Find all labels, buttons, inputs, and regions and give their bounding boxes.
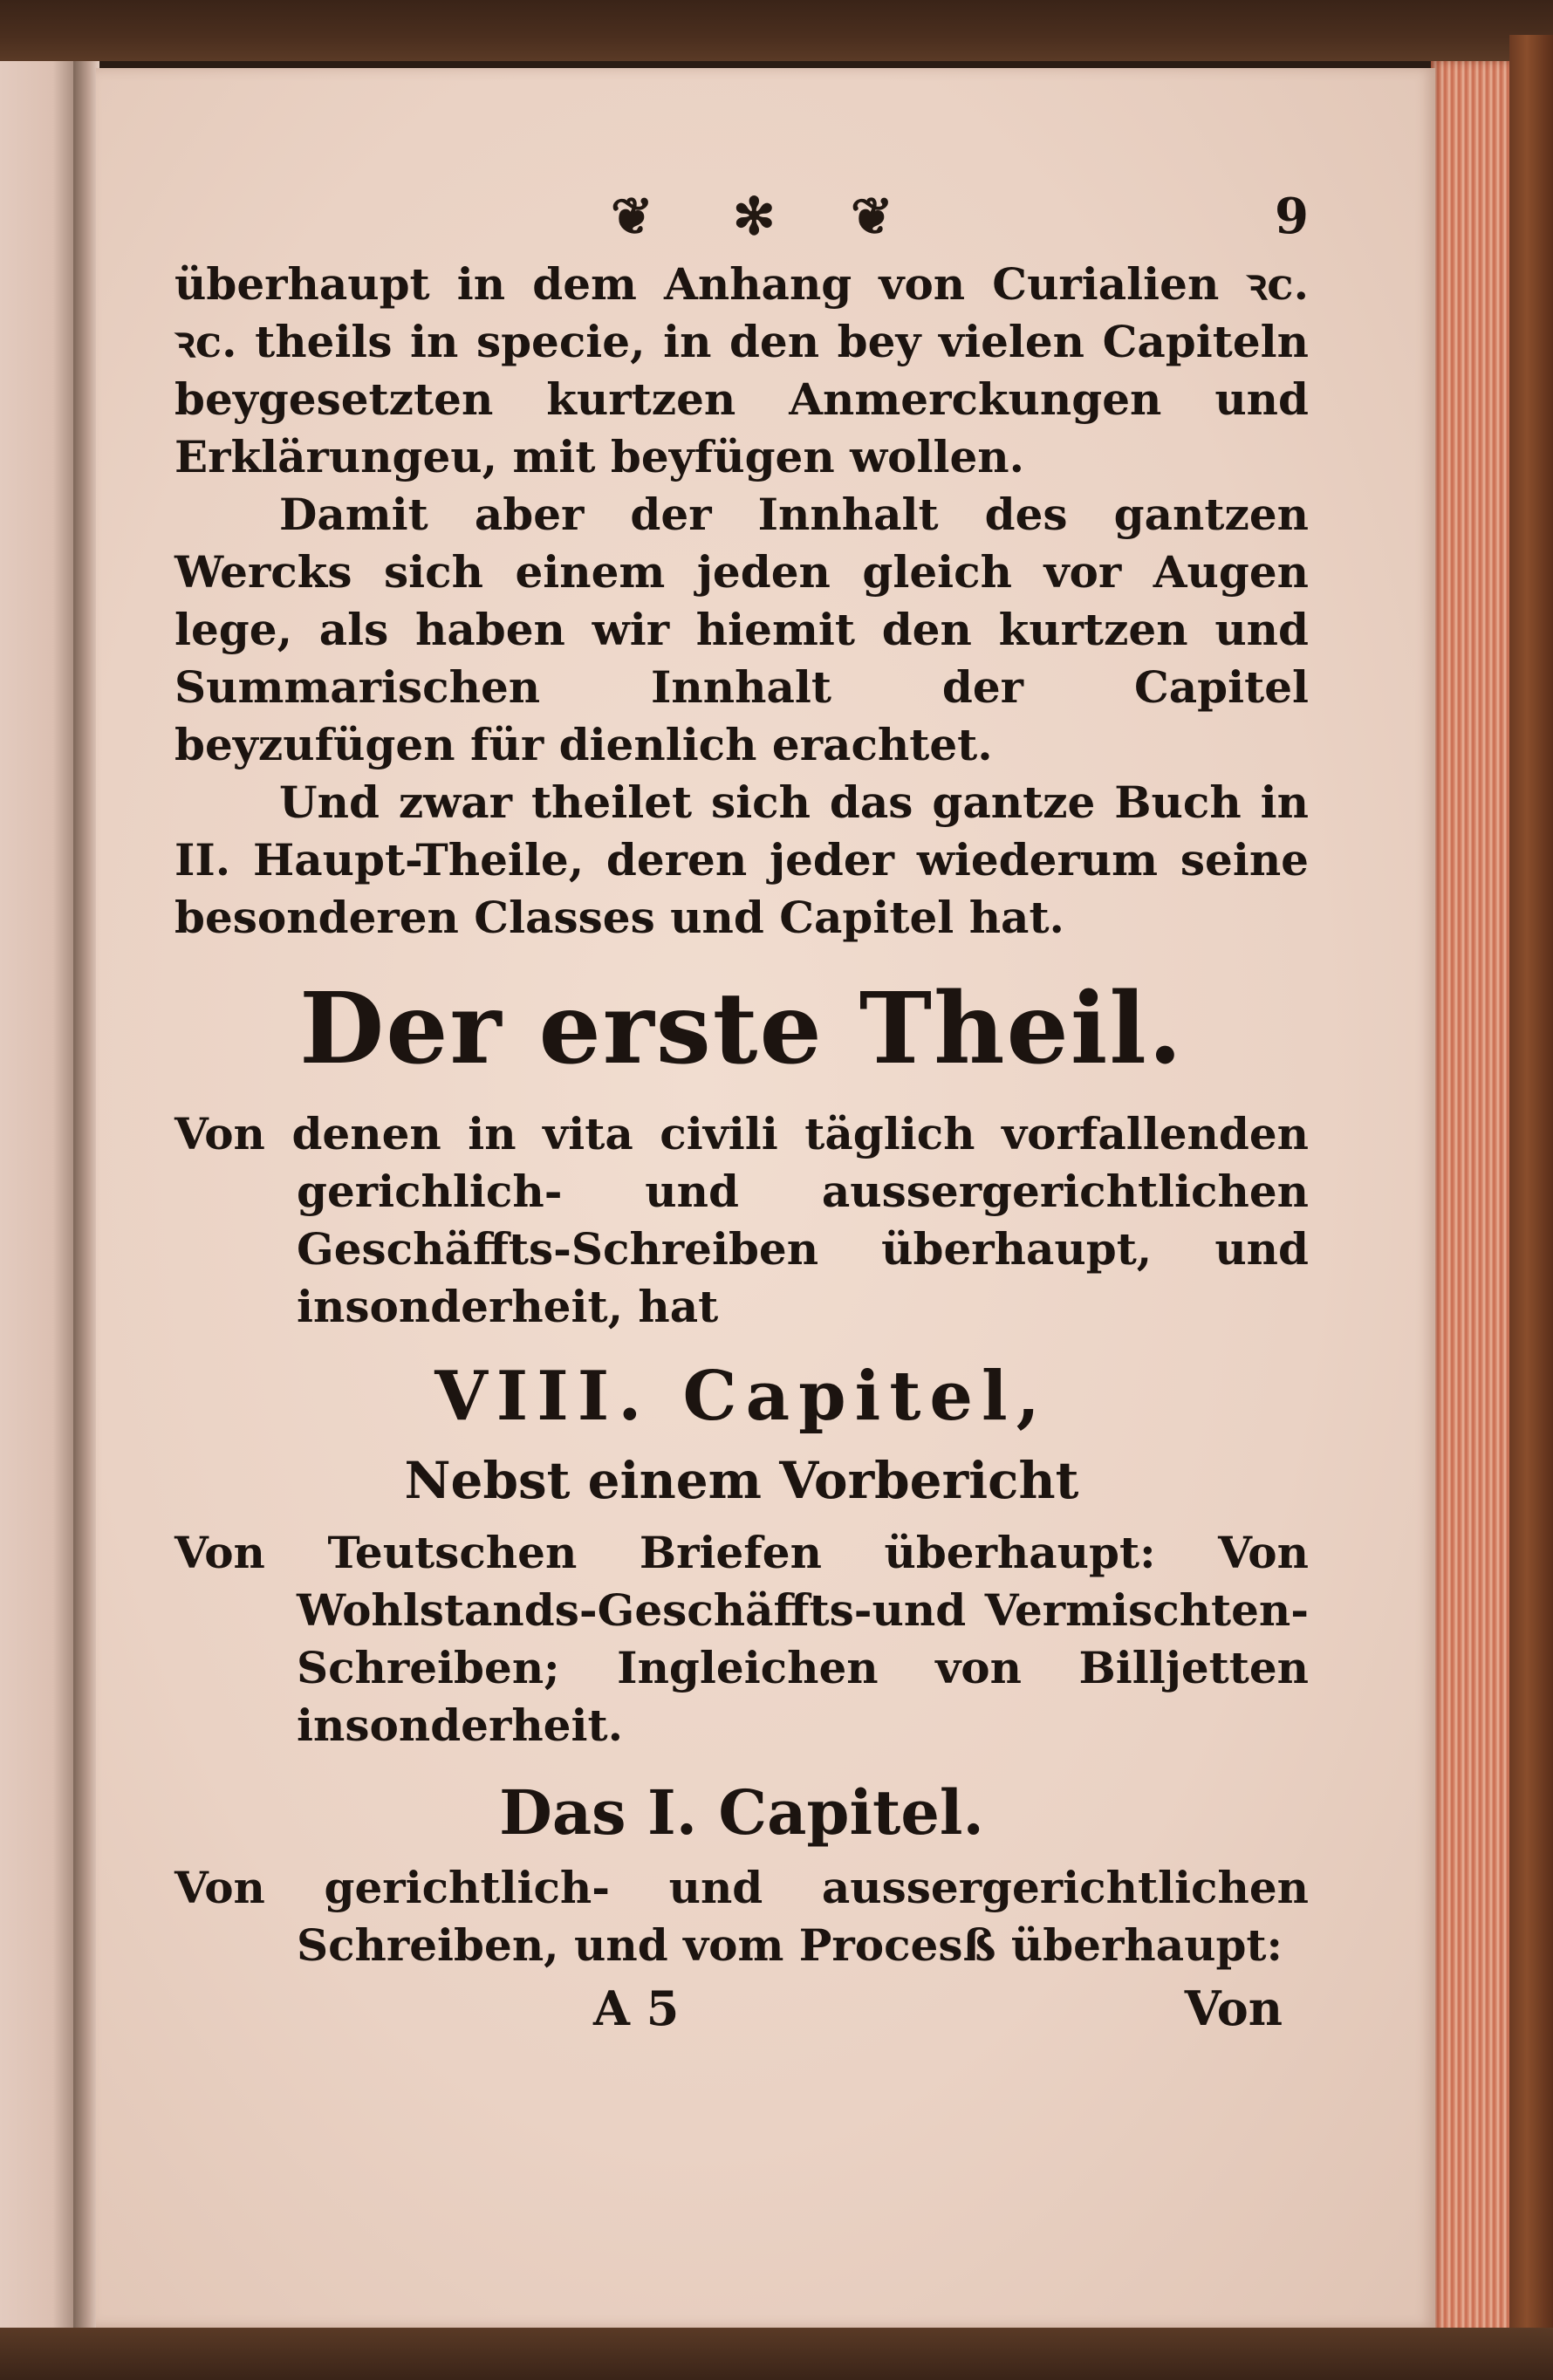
paragraph: Damit aber der Innhalt des gantzen Wercks sich einem jeden gleich vor Augen lege, als haben wir hiemit den kurtzen und Summarischen Innhalt der Capitel beyzufügen für dienlich erachtet. [174,489,1309,770]
capitel-count: VIII. Capitel, [434,1357,1049,1436]
cover-right-edge [1509,35,1553,2380]
flower-ornament-icon: ✻ [733,187,776,246]
intro-paragraph: überhaupt in dem Anhang von Curialien ꝛc. ꝛc. theils in specie, in den bey vielen Capiteln beygesetzten kurtzen Anmerckungen und Erklärungeu, mit beyfügen wollen. [174,258,1309,482]
cover-top-edge [0,0,1553,61]
book-page [96,68,1435,2328]
shell-ornament-icon: ❦ [851,187,893,246]
part-description: Von denen in vita civili täglich vorfallenden gerichlich- und aussergerichtlichen Geschäffts-Schreiben überhaupt, und insonderheit, hat [174,1108,1309,1332]
page-text-block [174,186,1309,2048]
preface-description: Von Teutschen Briefen überhaupt: Von Wohlstands-Geschäffts-und Vermischten-Schreiben; Ingleichen von Billjetten insonderheit. [174,1527,1309,1751]
paragraph: Und zwar theilet sich das gantze Buch in II. Haupt-Theile, deren jeder wiederum seine besonderen Classes und Capitel hat. [174,776,1309,943]
page-number: 9 [1275,188,1309,245]
chapter-description: Von gerichtlich- und aussergerichtlichen Schreiben, und vom Procesß überhaupt: [174,1862,1309,1971]
page-fore-edge [1431,61,1511,2338]
facing-page-edge [0,61,77,2329]
catchword: Von [1184,1980,1283,2036]
chapter-heading: Das I. Capitel. [499,1776,984,1849]
shell-ornament-icon: ❦ [611,187,653,246]
cover-bottom-edge [0,2328,1553,2380]
page-footer [174,1978,1309,2048]
part-heading: Der erste Theil. [299,972,1184,1086]
running-head [174,186,1309,256]
preface-line: Nebst einem Vorbericht [404,1451,1079,1510]
signature-mark: A 5 [593,1980,680,2036]
